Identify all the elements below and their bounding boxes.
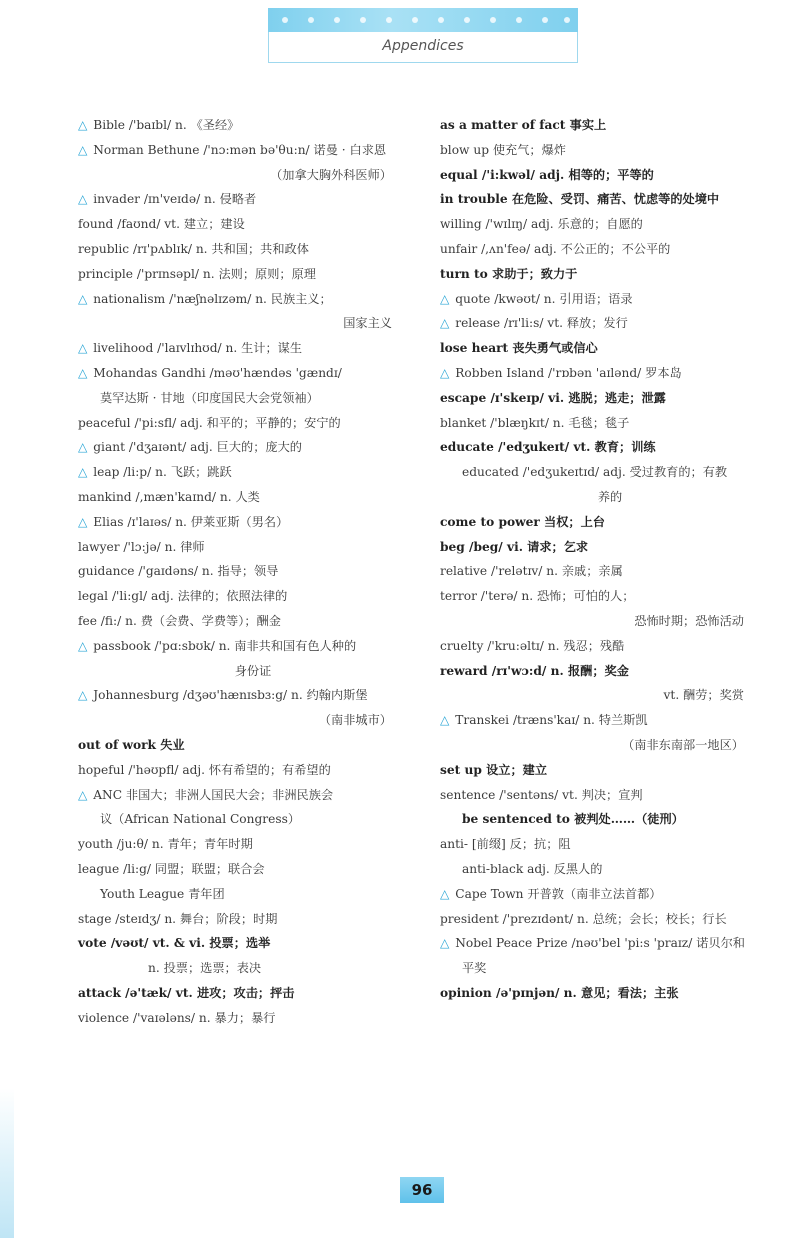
header-decoration [268,8,578,32]
glossary-entry: escape /ɪ'skeɪp/ vi. 逃脱；逃走；泄露 [440,390,666,405]
right-column [440,113,780,1006]
glossary-entry: △ Mohandas Gandhi /məʊ'hændəs 'gændɪ/ [78,365,342,380]
glossary-entry: mankind /,mæn'kaɪnd/ n. 人类 [78,489,260,504]
glossary-entry: 身份证 [234,663,272,678]
glossary-entry: blow up 使充气；爆炸 [440,142,566,157]
glossary-entry: △ Nobel Peace Prize /nəʊ'bel 'pi:s 'praɪz/ 诺贝尔和 [440,936,745,951]
header-box [268,32,578,63]
glossary-entry: youth /ju:θ/ n. 青年；青年时期 [78,837,253,852]
glossary-entry: 平奖 [462,961,487,976]
glossary-entry: legal /'li:gl/ adj. 法律的；依照法律的 [78,589,288,604]
glossary-entry: set up 设立；建立 [440,762,548,777]
glossary-entry: cruelty /'kru:əltɪ/ n. 残忍；残酷 [440,638,625,653]
triangle-marker-icon: △ [78,787,88,802]
glossary-entry: stage /steɪdʒ/ n. 舞台；阶段；时期 [78,911,278,926]
glossary-entry: △ nationalism /'næʃnəlɪzəm/ n. 民族主义； [78,291,332,306]
glossary-entry: out of work 失业 [78,737,185,752]
glossary-entry: vt. 酬劳；奖赏 [663,688,744,703]
glossary-entry: Youth League 青年团 [100,886,225,901]
triangle-marker-icon: △ [78,365,88,380]
triangle-marker-icon: △ [78,192,88,207]
glossary-entry: willing /'wɪlɪŋ/ adj. 乐意的；自愿的 [440,217,643,232]
glossary-entry: △ Transkei /træns'kaɪ/ n. 特兰斯凯 [440,713,648,728]
triangle-marker-icon: △ [440,713,450,728]
glossary-entry: vote /vəʊt/ vt. & vi. 投票；选举 [78,936,271,951]
triangle-marker-icon: △ [78,688,88,703]
glossary-entry: hopeful /'həʊpfl/ adj. 怀有希望的；有希望的 [78,762,331,777]
triangle-marker-icon: △ [78,514,88,529]
page-number: 96 [411,1181,433,1199]
glossary-entry: blanket /'blæŋkɪt/ n. 毛毯；毯子 [440,415,630,430]
page-number-tab [400,1177,444,1203]
glossary-entry: △ Bible /'baɪbl/ n. 《圣经》 [78,118,240,132]
glossary-entry: educated /'edʒukeɪtɪd/ adj. 受过教育的；有教 [462,465,728,480]
left-column [78,113,428,1030]
glossary-entry: △ Johannesburg /dʒəʊ'hænɪsbɜ:g/ n. 约翰内斯堡 [78,688,368,703]
glossary-entry: △ passbook /'pɑ:sbʊk/ n. 南非共和国有色人种的 [78,638,357,653]
triangle-marker-icon: △ [440,936,450,951]
glossary-entry: peaceful /'pi:sfl/ adj. 和平的；平静的；安宁的 [78,415,341,430]
glossary-entry: fee /fi:/ n. 费（会费、学费等）；酬金 [78,613,281,628]
glossary-entry: guidance /'gaɪdəns/ n. 指导；领导 [78,564,279,579]
triangle-marker-icon: △ [78,118,88,132]
glossary-entry: be sentenced to 被判处……（徒刑） [462,812,684,827]
edge-decoration [0,1088,14,1238]
glossary-entry: relative /'relətɪv/ n. 亲戚；亲属 [440,564,623,579]
triangle-marker-icon: △ [78,465,88,480]
triangle-marker-icon: △ [440,291,450,306]
glossary-entry: opinion /ə'pɪnjən/ n. 意见；看法；主张 [440,985,679,1000]
glossary-entry: turn to 求助于；致力于 [440,266,578,281]
glossary-entry: △ Norman Bethune /'nɔ:mən bə'θu:n/ 诺曼 · 白求恩 [78,142,387,157]
glossary-entry: terror /'terə/ n. 恐怖；可怕的人； [440,589,635,604]
glossary-entry: 恐怖时期；恐怖活动 [634,613,744,628]
glossary-entry: 议（African National Congress） [100,812,301,827]
glossary-entry: △ ANC 非国大；非洲人国民大会；非洲民族会 [78,787,334,802]
glossary-entry: △ giant /'dʒaɪənt/ adj. 巨大的；庞大的 [78,440,302,455]
glossary-entry: league /li:g/ 同盟；联盟；联合会 [78,861,265,876]
glossary-entry: equal /'i:kwəl/ adj. 相等的；平等的 [440,167,654,182]
glossary-entry: △ Cape Town 开普敦（南非立法首都） [440,886,662,901]
glossary-entry: △ quote /kwəʊt/ n. 引用语；语录 [440,291,633,306]
glossary-entry: lawyer /'lɔ:jə/ n. 律师 [78,539,205,554]
glossary-entry: anti-black adj. 反黑人的 [462,861,603,876]
glossary-entry: come to power 当权；上台 [440,514,605,529]
glossary-entry: principle /'prɪnsəpl/ n. 法则；原则；原理 [78,266,316,281]
glossary-entry: as a matter of fact 事实上 [440,118,607,132]
triangle-marker-icon: △ [78,142,88,157]
glossary-entry: （南非城市） [318,713,392,728]
triangle-marker-icon: △ [440,886,450,901]
triangle-marker-icon: △ [78,341,88,356]
glossary-entry: in trouble 在危险、受罚、痛苦、忧虑等的处境中 [440,192,720,207]
triangle-marker-icon: △ [440,365,450,380]
glossary-entry: △ Elias /ɪ'laɪəs/ n. 伊莱亚斯（男名） [78,514,289,529]
triangle-marker-icon: △ [440,316,450,331]
glossary-entry: anti- [前缀] 反；抗；阻 [440,837,571,852]
glossary-entry: attack /ə'tæk/ vt. 进攻；攻击；抨击 [78,985,295,1000]
glossary-entry: △ livelihood /'laɪvlɪhʊd/ n. 生计；谋生 [78,341,303,356]
header-band [268,8,578,32]
glossary-entry: △ leap /li:p/ n. 飞跃；跳跃 [78,465,232,480]
glossary-entry: unfair /,ʌn'feə/ adj. 不公正的；不公平的 [440,241,671,256]
glossary-entry: lose heart 丧失勇气或信心 [440,341,598,356]
glossary-entry: found /faʊnd/ vt. 建立；建设 [78,217,245,232]
glossary-entry: educate /'edʒukeɪt/ vt. 教育；训练 [440,440,656,455]
glossary-entry: 莫罕达斯 · 甘地（印度国民大会党领袖） [100,390,319,405]
glossary-entry: beg /beg/ vi. 请求；乞求 [440,539,589,554]
triangle-marker-icon: △ [78,291,88,306]
glossary-entry: 养的 [597,489,623,504]
triangle-marker-icon: △ [78,638,88,653]
glossary-entry: violence /'vaɪələns/ n. 暴力；暴行 [78,1010,276,1025]
glossary-entry: △ invader /ɪn'veɪdə/ n. 侵略者 [78,192,257,207]
glossary-entry: president /'prezɪdənt/ n. 总统；会长；校长；行长 [440,911,727,926]
glossary-entry: sentence /'sentəns/ vt. 判决；宣判 [440,787,643,802]
glossary-entry: republic /rɪ'pʌblɪk/ n. 共和国；共和政体 [78,241,309,256]
glossary-entry: 国家主义 [343,316,392,331]
triangle-marker-icon: △ [78,440,88,455]
glossary-entry: △ Robben Island /'rɒbən 'aɪlənd/ 罗本岛 [440,365,682,380]
header-title: Appendices [382,38,464,54]
glossary-entry: （加拿大胸外科医师） [270,167,392,182]
glossary-entry: n. 投票；选票；表决 [148,961,262,976]
glossary-entry: （南非东南部一地区） [622,737,744,752]
glossary-entry: reward /rɪ'wɔ:d/ n. 报酬；奖金 [440,663,629,678]
glossary-entry: △ release /rɪ'li:s/ vt. 释放；发行 [440,316,628,331]
